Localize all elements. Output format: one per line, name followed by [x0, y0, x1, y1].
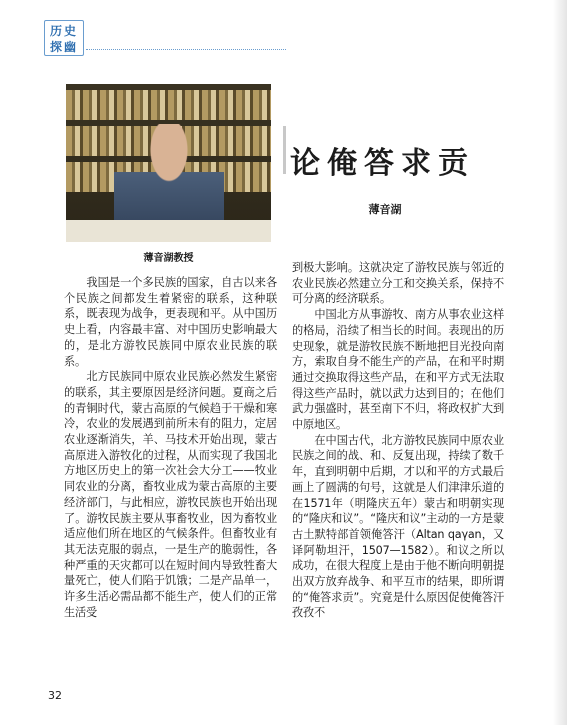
title-accent-bar [283, 126, 286, 174]
desk [66, 220, 271, 242]
bookshelf-row [66, 90, 271, 120]
page-edge-shadow [553, 0, 567, 725]
article-author: 薄音湖 [368, 203, 402, 216]
paragraph: 到极大影响。这就决定了游牧民族与邻近的农业民族必然建立分工和交换关系，保持不可分离的经济联系。 [292, 261, 504, 306]
paragraph: 我国是一个多民族的国家，自古以来各个民族之间都发生着紧密的联系，这种联系，既表现为战争，更表现和平。从中国历史上看，内容最丰富、对中国历史影响最大的，是北方游牧民族同中原农业民族的联系。 [64, 276, 277, 368]
column-tag-rule [86, 49, 286, 50]
author-photo [66, 84, 271, 242]
text-column-right [292, 260, 504, 621]
paragraph: 北方民族同中原农业民族必然发生紧密的联系，其主要原因是经济问题。夏商之后的青铜时代，蒙古高原的气候趋于干燥和寒冷，农业的发展遇到前所未有的阻力，定居农业逐渐消失，羊、马技术开始出现，蒙古高原进入游牧化的过程，从而实现了我国北方地区历史上的第一次社会大分工——牧业同农业的分离，畜牧业成为蒙古高原的主要经济部门，与此相应，游牧民族也开始出现了。游牧民族主要从事畜牧业，因为畜牧业适应他们所在地区的气候条件。但畜牧业有其无法克服的弱点，一是生产的脆弱性，各种严重的天灾都可以在短时间内导致牲畜大量死亡，使人们陷于饥饿；二是产品单一，许多生活必需品都不能生产，使人们的正常生活受 [64, 370, 277, 619]
paragraph: 在中国古代，北方游牧民族同中原农业民族之间的战、和、反复出现，持续了数千年，直到明朝中后期，才以和平的方式最后画上了圆满的句号，这就是人们津津乐道的在1571年（明隆庆五年）蒙古和明朝实现的“隆庆和议”。“隆庆和议”主动的一方是蒙古土默特部首领俺答汗（Altan qaγan，又译阿勒坦汗，1507—1582）。和议之所以成功，在很大程度上是由于他不断向明朝提出双方放弃战争、和平互市的结果，即所谓的“俺答求贡”。究竟是什么原因促使俺答汗孜孜不 [292, 433, 504, 620]
column-tag-line1: 历史 [49, 24, 78, 38]
photo-caption: 薄音湖教授 [143, 253, 194, 264]
article-title: 论俺答求贡 [290, 146, 475, 181]
paragraph: 中国北方从事游牧、南方从事农业这样的格局，沿续了相当长的时间。表现出的历史现象，就是游牧民族不断地把目光投向南方，索取自身不能生产的产品，在和平时期通过交换取得这些产品，在和平方式无法取得这些产品时，就以武力达到目的；在他们武力强盛时，甚至南下不归，将政权扩大到中原地区。 [292, 308, 504, 432]
column-tag [44, 20, 84, 56]
page-number: 32 [48, 689, 62, 702]
column-tag-line2: 探幽 [49, 40, 78, 54]
text-column-left [64, 275, 277, 620]
